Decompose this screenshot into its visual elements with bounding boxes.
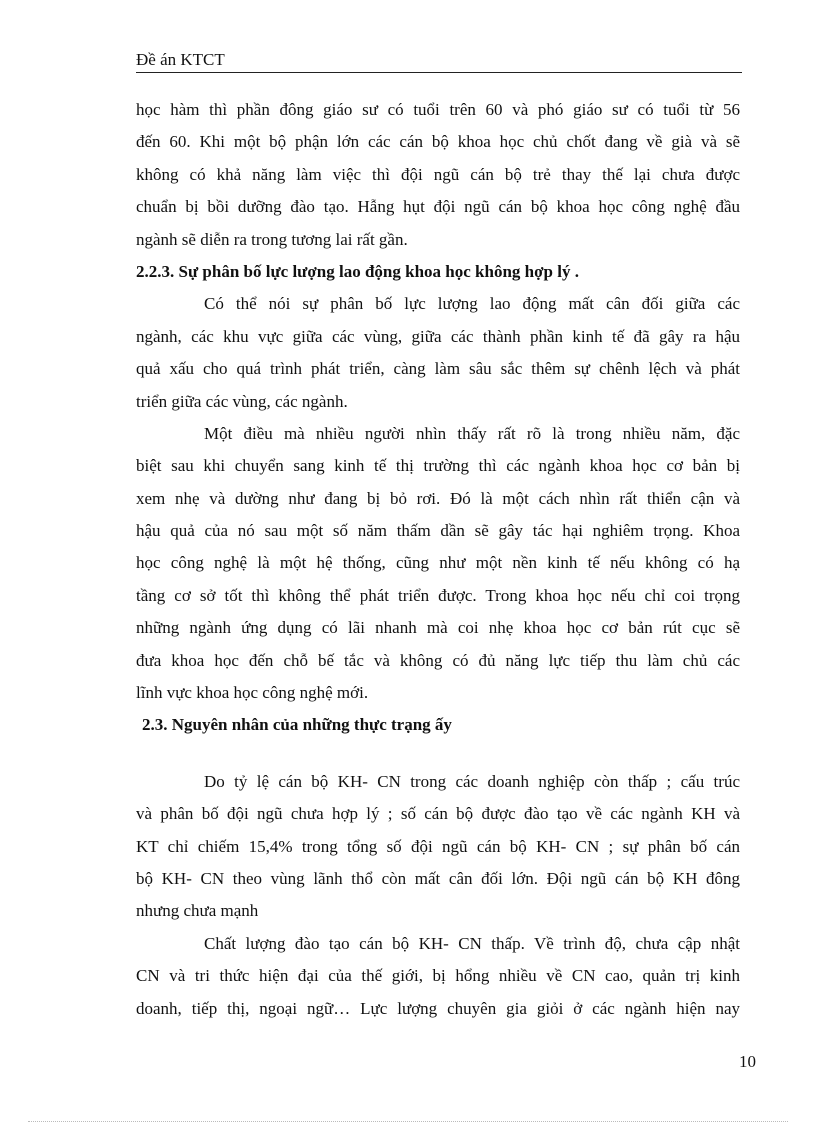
text-line: Có thể nói sự phân bố lực lượng lao động mất cân đối giữa các (204, 294, 740, 314)
text-line: chuẩn bị bồi dưỡng đào tạo. Hẫng hụt đội ngũ cán bộ khoa học công nghệ đầu (136, 197, 740, 217)
text-line: biệt sau khi chuyển sang kinh tế thị trường thì các ngành khoa học cơ bản bị (136, 456, 740, 476)
text-line: Một điều mà nhiều người nhìn thấy rất rõ là trong nhiều năm, đặc (204, 423, 740, 443)
paragraph-2-2-3-first (136, 288, 740, 418)
text-line: đến 60. Khi một bộ phận lớn các cán bộ khoa học chủ chốt đang về già và sẽ (136, 132, 740, 152)
text-line: bộ KH- CN theo vùng lãnh thổ còn mất cân đối lớn. Đội ngũ cán bộ KH đông (136, 868, 740, 888)
page-number: 10 (739, 1052, 756, 1071)
spacer (136, 742, 740, 766)
text-line: Do tỷ lệ cán bộ KH- CN trong các doanh nghiệp còn thấp ; cấu trúc (204, 771, 740, 791)
text-line: đưa khoa học đến chỗ bế tắc và không có đủ năng lực tiếp thu làm chủ các (136, 650, 740, 670)
text-line: doanh, tiếp thị, ngoại ngữ… Lực lượng chuyên gia giỏi ở các ngành hiện nay (136, 998, 740, 1018)
paragraph-2-2-3-second (136, 418, 740, 710)
page-bottom-divider (28, 1121, 788, 1122)
page-header (136, 48, 742, 73)
text-line: lĩnh vực khoa học công nghệ mới. (136, 683, 369, 703)
text-line: CN và tri thức hiện đại của thế giới, bị hổng nhiều về CN cao, quản trị kinh (136, 966, 740, 986)
paragraph-intro (136, 94, 740, 256)
document-body (136, 94, 740, 1025)
paragraph-2-3-second (136, 928, 740, 1025)
text-line: không có khả năng làm việc thì đội ngũ cán bộ trẻ thay thế lại chưa được (136, 164, 740, 184)
text-line: nhưng chưa mạnh (136, 901, 259, 921)
text-line: KT chỉ chiếm 15,4% trong tổng số đội ngũ cán bộ KH- CN ; sự phân bố cán (136, 836, 740, 856)
section-heading-2-3: 2.3. Nguyên nhân của những thực trạng ấy (142, 715, 452, 735)
text-line: ngành, các khu vực giữa các vùng, giữa các thành phần kinh tế đã gây ra hậu (136, 326, 740, 346)
text-line: những ngành ứng dụng có lãi nhanh mà coi nhẹ khoa học cơ bản rút cục sẽ (136, 618, 740, 638)
text-line: hậu quả của nó sau một số năm thấm dần sẽ gây tác hại nghiêm trọng. Khoa (136, 521, 740, 541)
text-line: triển giữa các vùng, các ngành. (136, 391, 348, 411)
text-line: Chất lượng đào tạo cán bộ KH- CN thấp. Về trình độ, chưa cập nhật (204, 933, 740, 953)
paragraph-2-3-first (136, 766, 740, 928)
text-line: ngành sẽ diễn ra trong tương lai rất gần. (136, 229, 408, 249)
header-title: Đề án KTCT (136, 50, 225, 69)
text-line: xem nhẹ và dường như đang bị bỏ rơi. Đó là một cách nhìn rất thiển cận và (136, 488, 740, 508)
text-line: học công nghệ là một hệ thống, cũng như một nền kinh tế nếu không có hạ (136, 553, 740, 573)
text-line: và phân bố đội ngũ chưa hợp lý ; số cán bộ được đào tạo về các ngành KH và (136, 804, 740, 824)
text-line: quả xấu cho quá trình phát triển, càng làm sâu sắc thêm sự chênh lệch và phát (136, 359, 740, 379)
text-line: học hàm thì phần đông giáo sư có tuổi trên 60 và phó giáo sư có tuổi từ 56 (136, 100, 740, 119)
text-line: tầng cơ sở tốt thì không thể phát triển được. Trong khoa học nếu chỉ coi trọng (136, 585, 740, 605)
section-heading-2-2-3: 2.2.3. Sự phân bố lực lượng lao động khoa học không hợp lý . (136, 261, 579, 281)
